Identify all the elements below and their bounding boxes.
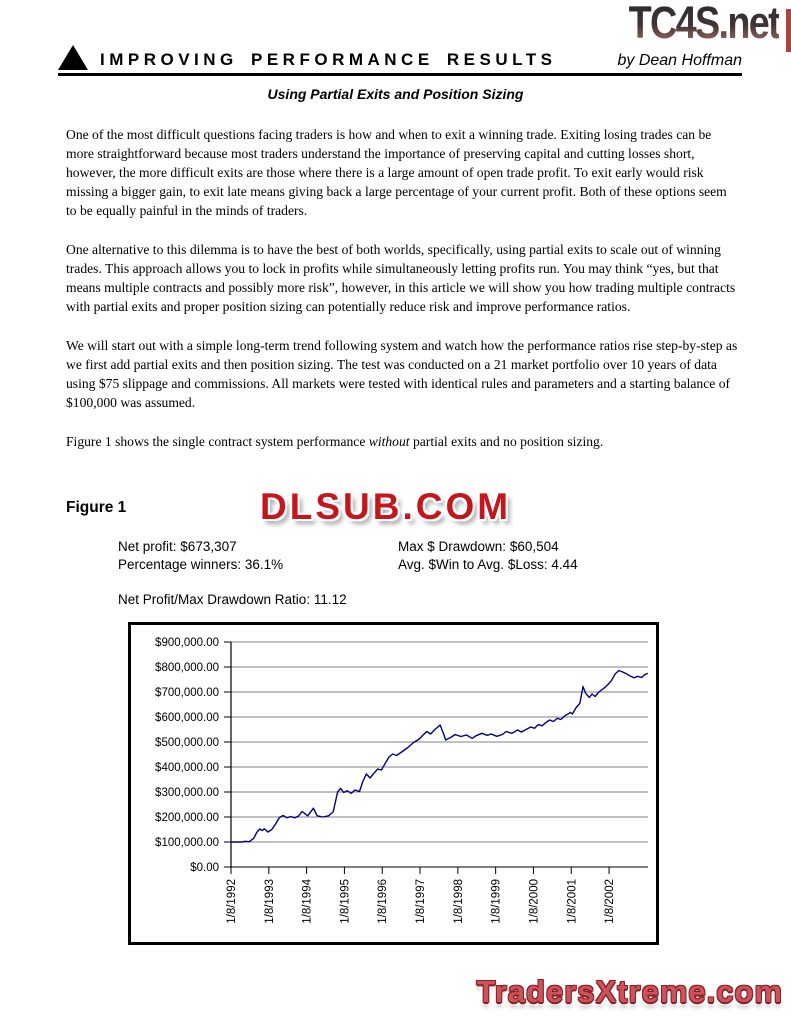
y-tick-label: $400,000.00 xyxy=(155,762,219,774)
equity-chart xyxy=(128,622,659,945)
y-tick-label: $100,000.00 xyxy=(155,837,219,849)
stats-grid xyxy=(118,538,578,574)
y-tick-label: $800,000.00 xyxy=(155,662,219,674)
x-tick-label: 1/8/2002 xyxy=(604,879,617,924)
equity-curve xyxy=(231,671,647,843)
stat-value: 4.44 xyxy=(551,557,578,572)
byline: by Dean Hoffman xyxy=(617,52,742,69)
stat-label: Max $ Drawdown: xyxy=(398,539,507,554)
y-tick-label: $700,000.00 xyxy=(155,687,219,699)
paragraph-3: We will start out with a simple long-term trend following system and watch how the performance ratios rise step-by-step as we first add partial exits and then position sizing. The test was conducted on a 21 market portfolio over 10 years of data using $75 slippage and commissions. All markets were tested with identical rules and parameters and a starting balance of $100,000 was assumed. xyxy=(66,338,738,410)
stat-label: Net profit: xyxy=(118,539,177,554)
x-tick-label: 1/8/1997 xyxy=(415,879,428,924)
stat-net-profit xyxy=(118,538,398,556)
figure-intro-after: partial exits and no position sizing. xyxy=(409,434,604,449)
stat-max-drawdown xyxy=(398,538,578,556)
paragraph-1: One of the most difficult questions facing traders is how and when to exit a winning trade. Exiting losing trades can be more straightforward because most traders understand the importance of preserving capital and cutting losses short, however, the more difficult exits are those where there is a large amount of open trade profit. To exit early would risk missing a bigger gain, to exit late means giving back a large percentage of your current profit. Both of these options seem to be equally painful in the minds of traders. xyxy=(66,127,727,218)
stat-value: $673,307 xyxy=(180,539,237,554)
figure-intro-before: Figure 1 shows the single contract system performance xyxy=(66,434,369,449)
y-tick-label: $900,000.00 xyxy=(155,637,219,649)
stat-value: 36.1% xyxy=(244,557,284,572)
x-tick-label: 1/8/1993 xyxy=(263,879,276,924)
stat-avg-win-loss xyxy=(398,556,578,574)
stat-percentage-winners xyxy=(118,556,398,574)
x-tick-label: 1/8/2001 xyxy=(566,879,579,924)
tradersxtreme-watermark: TradersXtreme.com xyxy=(476,974,783,1009)
red-edge-strip xyxy=(786,9,791,52)
x-tick-label: 1/8/1992 xyxy=(226,879,238,924)
article-body xyxy=(66,125,740,471)
x-tick-label: 1/8/1999 xyxy=(490,879,503,924)
y-tick-label: $600,000.00 xyxy=(155,712,219,724)
stat-value: 11.12 xyxy=(313,592,347,607)
dlsub-watermark: DLSUB.COM xyxy=(260,486,512,527)
header-band xyxy=(58,45,742,76)
performance-stats xyxy=(118,538,578,609)
y-tick-label: $500,000.00 xyxy=(155,737,219,749)
stat-label: Net Profit/Max Drawdown Ratio: xyxy=(118,592,311,607)
figure-intro-italic: without xyxy=(368,434,410,449)
x-tick-label: 1/8/1994 xyxy=(301,879,314,924)
paragraph-4 xyxy=(66,432,740,451)
y-tick-label: $300,000.00 xyxy=(155,787,219,799)
tc4s-logo: TC4S.net xyxy=(628,0,779,48)
stat-label: Avg. $Win to Avg. $Loss: xyxy=(398,557,548,572)
x-tick-label: 1/8/1996 xyxy=(377,879,390,924)
x-tick-label: 1/8/1998 xyxy=(452,879,465,924)
y-tick-label: $0.00 xyxy=(190,862,219,874)
article-title: IMPROVING PERFORMANCE RESULTS xyxy=(100,50,557,69)
stat-label: Percentage winners: xyxy=(118,557,242,572)
triangle-icon xyxy=(58,45,88,70)
paragraph-2: One alternative to this dilemma is to have the best of both worlds, specifically, using partial exits to scale out of winning trades. This approach allows you to lock in profits while simultaneously letting profits run. You may think “yes, but that means multiple contracts and possibly more risk”, however, in this article we will show you how trading multiple contracts with partial exits and proper position sizing can potentially reduce risk and improve performance ratios. xyxy=(66,242,736,314)
x-tick-label: 1/8/2000 xyxy=(528,879,541,924)
equity-chart-canvas xyxy=(131,625,656,942)
article-subtitle: Using Partial Exits and Position Sizing xyxy=(267,86,524,102)
stat-value: $60,504 xyxy=(509,539,559,554)
y-tick-label: $200,000.00 xyxy=(155,812,219,824)
stat-profit-drawdown-ratio xyxy=(118,591,578,609)
figure-label: Figure 1 xyxy=(66,499,127,516)
x-tick-label: 1/8/1995 xyxy=(339,879,352,924)
